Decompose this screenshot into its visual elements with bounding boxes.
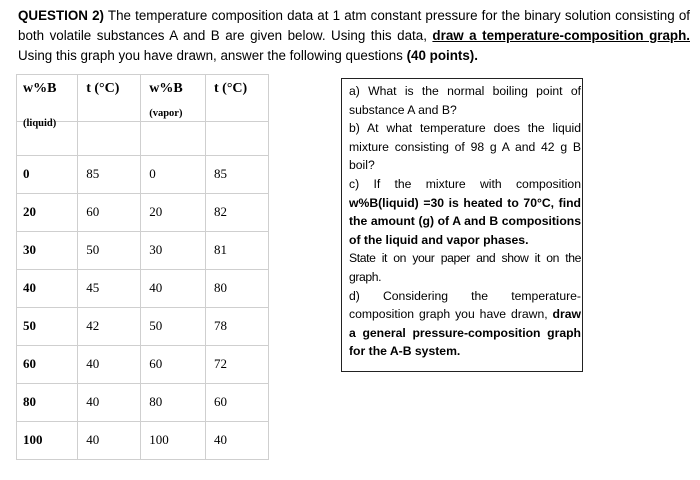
cell-t-vapor: 80 [214, 280, 227, 295]
table-row [17, 156, 269, 194]
table-cell [206, 194, 269, 232]
table-cell [206, 270, 269, 308]
table-row [17, 384, 269, 422]
cell-wb-vapor: 40 [149, 280, 163, 295]
question-c-bold: w%B(liquid) =30 is heated to 70°C, find the amount (g) of A and B compositions of the liquid and vapor phases. [349, 195, 581, 247]
cell-wb-liquid: 30 [23, 242, 36, 257]
subheader-cell [17, 118, 78, 156]
header-wb-liquid: w%B [23, 81, 57, 96]
table-cell [206, 232, 269, 270]
header-cell [206, 75, 269, 122]
cell-t-liquid: 85 [86, 166, 100, 181]
question-c [349, 175, 581, 249]
cell-t-vapor: 78 [214, 318, 227, 333]
question-d [349, 287, 581, 361]
table-cell [78, 308, 141, 346]
cell-wb-vapor: 0 [149, 166, 156, 181]
table-cell [17, 270, 78, 308]
intro-text-2: Using this graph you have drawn, answer the following questions [18, 48, 407, 63]
cell-wb-vapor: 60 [149, 356, 163, 371]
cell-wb-vapor: 20 [149, 204, 163, 219]
table-cell [17, 194, 78, 232]
table-cell [78, 384, 141, 422]
cell-t-liquid: 42 [86, 318, 100, 333]
question-d-plain: d) Considering the temperature-composition graph you have drawn, [349, 288, 581, 322]
cell-wb-vapor: 30 [149, 242, 163, 257]
cell-wb-vapor: 50 [149, 318, 163, 333]
table-header-row [17, 75, 269, 122]
table-cell [206, 156, 269, 194]
table-cell [17, 422, 78, 460]
table-cell [141, 270, 206, 308]
table-cell [206, 384, 269, 422]
table-row [17, 194, 269, 232]
data-table [16, 74, 269, 460]
header-cell [78, 75, 141, 122]
table-cell [78, 194, 141, 232]
table-row [17, 270, 269, 308]
cell-t-vapor: 82 [214, 204, 227, 219]
table-body [17, 156, 269, 460]
subheader-vapor: (vapor) [149, 108, 183, 119]
points-label: (40 points). [406, 48, 478, 63]
questions-text [349, 82, 581, 361]
cell-wb-liquid: 100 [23, 432, 43, 447]
intro-text-1: The temperature composition data at 1 atm constant pressure for the binary solution consisting of both volatile substances A and B are given below. Using this data, [18, 8, 690, 43]
cell-wb-liquid: 80 [23, 394, 36, 409]
table-cell [141, 308, 206, 346]
header-t-liquid: t (°C) [86, 81, 120, 96]
cell-t-liquid: 40 [86, 394, 100, 409]
cell-wb-vapor: 100 [149, 432, 169, 447]
table-row [17, 232, 269, 270]
table-subheader-row [17, 122, 269, 156]
subheader-liquid: (liquid) [23, 118, 57, 129]
table-cell [78, 346, 141, 384]
subheader-cell [78, 122, 141, 156]
cell-t-vapor: 81 [214, 242, 227, 257]
question-d-bold: draw a general pressure-composition graph for the A-B system. [349, 307, 581, 359]
header-wb-vapor: w%B [149, 81, 183, 96]
table-cell [141, 232, 206, 270]
table-cell [141, 156, 206, 194]
question-c-plain: c) If the mixture with composition [349, 176, 581, 191]
subheader-cell [206, 122, 269, 156]
cell-t-liquid: 50 [86, 242, 100, 257]
table-cell [17, 308, 78, 346]
table-cell [78, 270, 141, 308]
cell-t-vapor: 60 [214, 394, 227, 409]
subheader-cell [141, 108, 206, 156]
table-row [17, 422, 269, 460]
cell-wb-liquid: 0 [23, 166, 30, 181]
table-cell [141, 346, 206, 384]
cell-t-liquid: 60 [86, 204, 100, 219]
table-cell [78, 422, 141, 460]
question-c-tail: State it on your paper and show it on the graph. [349, 251, 581, 284]
table-cell [17, 156, 78, 194]
graph-instruction: draw a temperature-composition graph. [432, 28, 690, 43]
question-a: a) What is the normal boiling point of substance A and B? [349, 84, 581, 117]
cell-t-liquid: 40 [86, 356, 100, 371]
cell-wb-liquid: 40 [23, 280, 36, 295]
table-cell [17, 384, 78, 422]
question-b: b) At what temperature does the liquid mixture consisting of 98 g A and 42 g B boil? [349, 121, 581, 173]
cell-t-liquid: 45 [86, 280, 100, 295]
cell-wb-liquid: 50 [23, 318, 36, 333]
cell-t-vapor: 72 [214, 356, 227, 371]
cell-t-liquid: 40 [86, 432, 100, 447]
table-row [17, 308, 269, 346]
header-cell [17, 75, 78, 122]
table-cell [17, 232, 78, 270]
table-cell [141, 422, 206, 460]
header-t-vapor: t (°C) [214, 81, 248, 96]
cell-t-vapor: 40 [214, 432, 227, 447]
question-label: QUESTION 2) [18, 8, 104, 23]
table-cell [206, 308, 269, 346]
table-cell [78, 156, 141, 194]
cell-t-vapor: 85 [214, 166, 227, 181]
table-cell [141, 384, 206, 422]
table-cell [206, 422, 269, 460]
table-cell [206, 346, 269, 384]
cell-wb-liquid: 60 [23, 356, 36, 371]
cell-wb-liquid: 20 [23, 204, 36, 219]
table-cell [141, 194, 206, 232]
cell-wb-vapor: 80 [149, 394, 163, 409]
question-intro [18, 6, 690, 66]
table-cell [78, 232, 141, 270]
table-cell [17, 346, 78, 384]
table-row [17, 346, 269, 384]
